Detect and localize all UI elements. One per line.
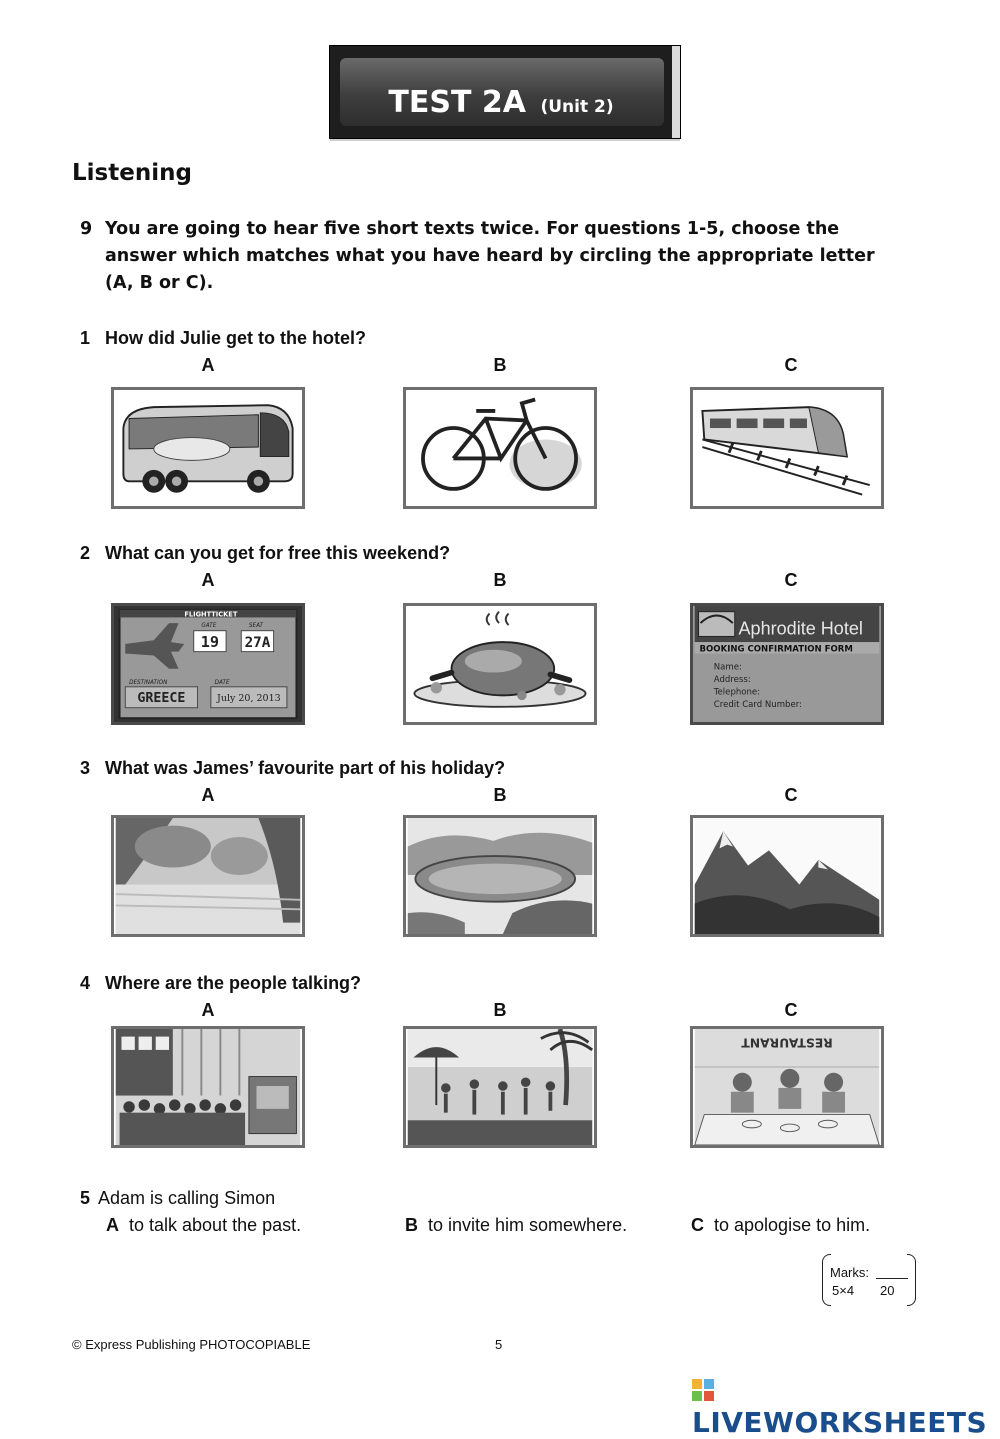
svg-text:Address:: Address: [713,675,751,686]
marks-box [822,1254,916,1306]
hotel-name: Aphrodite Hotel [738,618,863,639]
svg-text:SEAT: SEAT [248,622,264,629]
copyright-notice: © Express Publishing PHOTOCOPIABLE [72,1337,311,1352]
question-3: 3 What was James’ favourite part of his holiday? [80,758,506,778]
ticket-destination: GREECE [137,691,186,707]
option-letter-a: A [201,570,215,590]
train-icon [693,390,881,506]
option-letter-a: A [201,785,215,805]
question-2: 2 What can you get for free this weekend? [80,543,451,563]
bicycle-icon [406,390,594,506]
form-title: BOOKING CONFIRMATION FORM [699,644,853,655]
ticket-header: FLIGHTTICKET [184,610,238,619]
svg-text:GATE: GATE [201,622,217,629]
q2-option-c-hotel-booking[interactable] [690,603,884,725]
liveworksheets-logo[interactable] [692,1373,1000,1439]
question-1: 1 How did Julie get to the hotel? [80,328,366,348]
liveworksheets-icon [692,1379,714,1401]
q2-option-b-roast-chicken[interactable] [403,603,597,725]
flight-ticket-icon [114,606,302,722]
bus-icon [114,390,302,506]
title-banner [329,45,681,139]
q1-option-b-bicycle[interactable] [403,387,597,509]
option-letter-a: A [201,1000,215,1020]
option-letter-c: C [784,570,798,590]
q3-option-a-jungle[interactable] [111,815,305,937]
svg-text:DESTINATION: DESTINATION [129,679,168,686]
mountains-icon [693,818,881,934]
q4-option-b-beach[interactable] [403,1026,597,1148]
section-heading: Listening [72,160,192,186]
beach-icon [406,1029,594,1145]
q4-option-a-station[interactable] [111,1026,305,1148]
seat-number: 27A [244,634,271,651]
option-letter-c: C [784,785,798,805]
instruction-text: You are going to hear five short texts twice. For questions 1-5, choose the answer which matches what you have heard by circling the appropriate letter (A, B or C). [105,219,875,293]
q3-option-c-mountains[interactable] [690,815,884,937]
q5-option-b[interactable]: B to invite him somewhere. [405,1215,628,1235]
svg-text:Telephone:: Telephone: [713,687,761,698]
exercise-number: 9 [80,219,93,239]
q3-option-b-lake[interactable] [403,815,597,937]
option-letter-b: B [493,355,507,375]
test-title: TEST 2A (Unit 2) [388,85,614,120]
q4-option-c-restaurant[interactable] [690,1026,884,1148]
option-letter-c: C [784,355,798,375]
brand-name: LIVEWORKSHEETS [692,1406,988,1439]
hotel-booking-form-icon [693,606,881,722]
restaurant-icon [693,1029,881,1145]
svg-text:Credit Card Number:: Credit Card Number: [713,699,802,710]
station-crowd-icon [114,1029,302,1145]
marks-total: 20 [880,1283,895,1298]
option-letter-b: B [493,570,507,590]
option-letter-b: B [493,1000,507,1020]
jungle-icon [114,818,302,934]
q1-option-c-train[interactable] [690,387,884,509]
question-4: 4 Where are the people talking? [80,973,362,993]
marks-label: Marks: [830,1265,869,1280]
roast-chicken-icon [406,606,594,722]
lake-icon [406,818,594,934]
option-letter-b: B [493,785,507,805]
q1-option-a-bus[interactable] [111,387,305,509]
option-letter-c: C [784,1000,798,1020]
marks-formula: 5×4 [832,1283,855,1298]
restaurant-sign: RESTAURANT [741,1035,833,1050]
gate-number: 19 [200,632,220,651]
ticket-date: July 20, 2013 [217,693,281,705]
option-letter-a: A [201,355,215,375]
svg-text:DATE: DATE [214,679,230,686]
question-5: 5 Adam is calling Simon [80,1188,276,1208]
svg-text:Name:: Name: [713,662,742,673]
page-number: 5 [495,1337,503,1352]
q5-option-c[interactable]: C to apologise to him. [691,1215,871,1235]
q5-option-a[interactable]: A to talk about the past. [106,1215,302,1235]
q2-option-a-flight-ticket[interactable] [111,603,305,725]
